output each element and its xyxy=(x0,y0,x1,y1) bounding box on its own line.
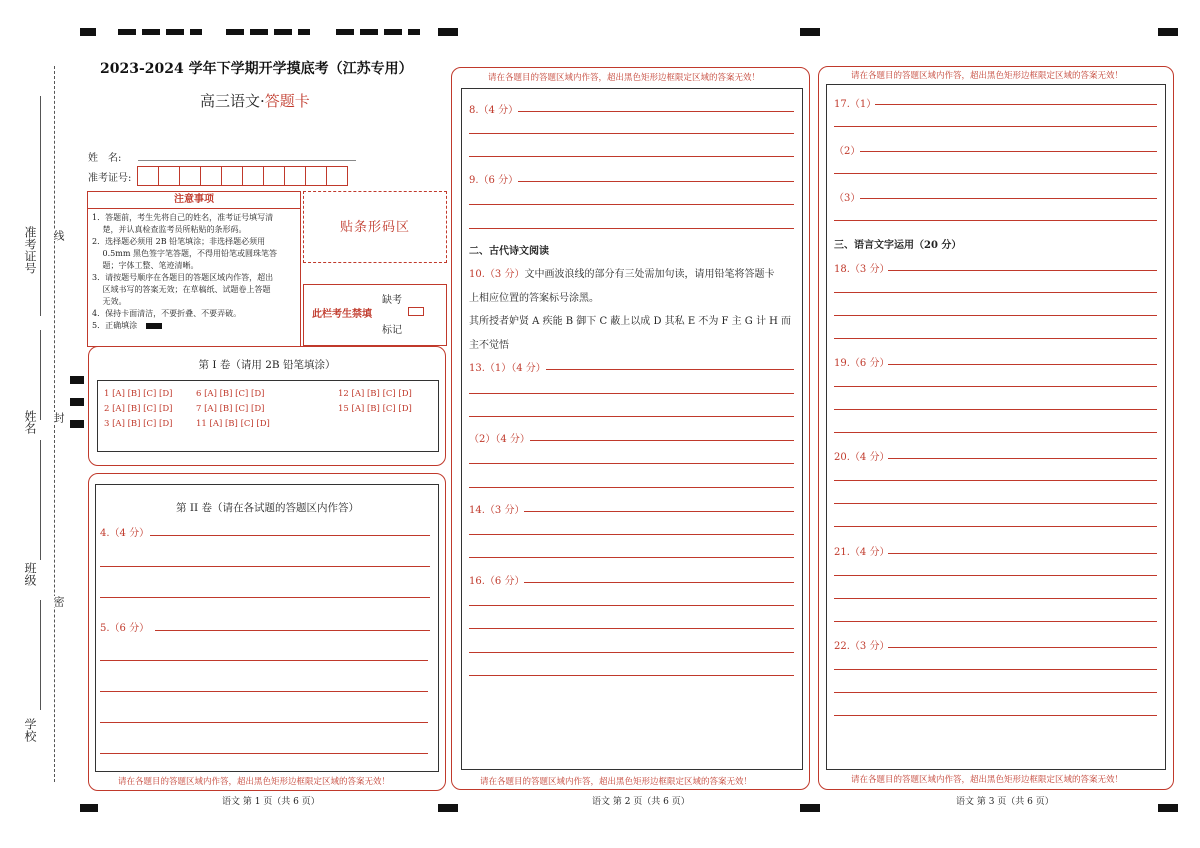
q10-line2: 上相应位置的答案标号涂黑。 xyxy=(469,293,599,304)
class-label: 班级 xyxy=(23,562,37,586)
answer-line[interactable] xyxy=(469,204,794,205)
timing-mark xyxy=(336,29,354,35)
answer-line[interactable] xyxy=(875,104,1157,105)
part2-title: 第 II 卷（请在各试题的答题区内作答） xyxy=(176,502,359,514)
forbidden-label: 此栏考生禁填 xyxy=(312,309,372,320)
answer-line[interactable] xyxy=(834,386,1157,387)
footer-page-2: 语文 第 2 页（共 6 页） xyxy=(592,797,690,807)
answer-line[interactable] xyxy=(834,220,1157,221)
binding-line xyxy=(40,96,41,316)
answer-line[interactable] xyxy=(100,597,430,598)
timing-mark xyxy=(70,398,84,406)
binding-line xyxy=(40,440,41,560)
answer-line[interactable] xyxy=(888,553,1157,554)
title-dot: · xyxy=(260,92,265,110)
q5-label: 5.（6 分） xyxy=(100,623,150,634)
choice-row[interactable]: 15 [A] [B] [C] [D] xyxy=(338,404,412,414)
seal-char-xian: 线 xyxy=(52,230,65,241)
q20-label: 20.（4 分） xyxy=(834,452,890,463)
seal-char-feng: 封 xyxy=(52,412,65,423)
choice-row[interactable]: 6 [A] [B] [C] [D] xyxy=(196,389,265,399)
choice-row[interactable]: 3 [A] [B] [C] [D] xyxy=(104,419,173,429)
notice-line: 无效。 xyxy=(92,297,127,306)
answer-line[interactable] xyxy=(469,675,794,676)
footer-page-1: 语文 第 1 页（共 6 页） xyxy=(222,797,320,807)
card-title xyxy=(200,90,310,111)
answer-line[interactable] xyxy=(155,630,430,631)
part1-box xyxy=(88,346,446,466)
notice-line: 1．答题前，考生先将自己的姓名，准考证号填写清 xyxy=(92,213,274,222)
subject-name: 高三语文 xyxy=(200,92,261,110)
answer-line[interactable] xyxy=(469,557,794,558)
timing-mark xyxy=(800,804,820,812)
q16-label: 16.（6 分） xyxy=(469,576,525,587)
answer-line[interactable] xyxy=(524,511,794,512)
exam-title: 2023-2024 学年下学期开学摸底考（江苏专用） xyxy=(100,61,413,77)
binding-line xyxy=(40,600,41,710)
answer-line[interactable] xyxy=(834,621,1157,622)
timing-mark xyxy=(274,29,292,35)
absent-label-top: 缺考 xyxy=(382,295,402,306)
seal-char-mi: 密 xyxy=(52,596,65,607)
absent-label-bottom: 标记 xyxy=(382,325,402,336)
answer-line[interactable] xyxy=(860,198,1157,199)
filled-sample xyxy=(146,323,162,329)
timing-mark xyxy=(298,29,310,35)
q4-label: 4.（4 分） xyxy=(100,528,150,539)
choice-row[interactable]: 11 [A] [B] [C] [D] xyxy=(196,419,270,429)
q22-label: 22.（3 分） xyxy=(834,641,890,652)
q17-3-label: （3） xyxy=(834,193,861,204)
timing-mark xyxy=(384,29,402,35)
choice-row[interactable]: 7 [A] [B] [C] [D] xyxy=(196,404,265,414)
notice-line: 5．正确填涂 xyxy=(92,320,296,332)
timing-mark xyxy=(800,28,820,36)
answer-line[interactable] xyxy=(469,156,794,157)
answer-line[interactable] xyxy=(834,432,1157,433)
answer-line[interactable] xyxy=(469,416,794,417)
answer-line[interactable] xyxy=(524,582,794,583)
q13-2-label: （2）（4 分） xyxy=(469,434,530,445)
timing-mark xyxy=(438,28,458,36)
q17-1-label: 17.（1） xyxy=(834,99,877,110)
answer-line[interactable] xyxy=(469,393,794,394)
name-field[interactable] xyxy=(138,160,356,161)
notice-list xyxy=(88,209,300,335)
notice-line: 4．保持卡面清洁，不要折叠、不要弄破。 xyxy=(92,309,242,318)
answer-line[interactable] xyxy=(100,722,428,723)
warning-text: 请在各题目的答题区域内作答，超出黑色矩形边框限定区域的答案无效！ xyxy=(851,71,1124,81)
q14-label: 14.（3 分） xyxy=(469,505,525,516)
card-label: 答题卡 xyxy=(264,92,310,110)
answer-line[interactable] xyxy=(469,487,794,488)
choice-row[interactable]: 12 [A] [B] [C] [D] xyxy=(338,389,412,399)
choice-grid xyxy=(97,380,439,452)
notice-title: 注意事项 xyxy=(88,192,300,209)
q17-2-label: （2） xyxy=(834,146,861,157)
timing-mark xyxy=(166,29,184,35)
answer-line[interactable] xyxy=(469,605,794,606)
timing-mark xyxy=(1158,804,1178,812)
warning-text: 请在各题目的答题区域内作答，超出黑色矩形边框限定区域的答案无效！ xyxy=(851,775,1124,785)
notice-line: 题；字体工整、笔迹清晰。 xyxy=(92,261,199,270)
answer-line[interactable] xyxy=(546,369,794,370)
q10-line1: 10.（3 分）文中画波浪线的部分有三处需加句读，请用铅笔将答题卡 xyxy=(469,269,775,280)
answer-line[interactable] xyxy=(834,715,1157,716)
barcode-area: 贴条形码区 xyxy=(303,191,447,263)
answer-line[interactable] xyxy=(100,753,428,754)
timing-mark xyxy=(70,420,84,428)
timing-mark xyxy=(80,804,98,812)
answer-line[interactable] xyxy=(469,228,794,229)
exam-id-field-label: 准考证号: xyxy=(88,173,132,184)
answer-line[interactable] xyxy=(834,292,1157,293)
timing-mark xyxy=(142,29,160,35)
choice-row[interactable]: 2 [A] [B] [C] [D] xyxy=(104,404,173,414)
notice-line: 区域书写的答案无效；在草稿纸、试题卷上答题 xyxy=(92,285,271,294)
answer-line[interactable] xyxy=(860,151,1157,152)
answer-line[interactable] xyxy=(100,566,430,567)
notice-line: 3．请按题号顺序在各题目的答题区域内作答，超出 xyxy=(92,273,274,282)
answer-line[interactable] xyxy=(150,535,430,536)
timing-mark xyxy=(1158,28,1178,36)
answer-line[interactable] xyxy=(888,270,1157,271)
part1-title: 第 I 卷（请用 2B 铅笔填涂） xyxy=(198,359,336,371)
warning-text: 请在各题目的答题区域内作答，超出黑色矩形边框限定区域的答案无效！ xyxy=(488,73,761,83)
answer-line[interactable] xyxy=(530,440,794,441)
answer-line[interactable] xyxy=(518,111,794,112)
timing-mark xyxy=(438,804,458,812)
answer-line[interactable] xyxy=(834,503,1157,504)
page2-inner-frame xyxy=(461,88,803,770)
binding-line xyxy=(40,330,41,420)
timing-mark xyxy=(190,29,202,35)
choice-row[interactable]: 1 [A] [B] [C] [D] xyxy=(104,389,173,399)
answer-line[interactable] xyxy=(834,126,1157,127)
answer-line[interactable] xyxy=(834,669,1157,670)
exam-id-boxes[interactable] xyxy=(138,166,348,186)
answer-line[interactable] xyxy=(469,652,794,653)
answer-line[interactable] xyxy=(834,409,1157,410)
q21-label: 21.（4 分） xyxy=(834,547,890,558)
answer-line[interactable] xyxy=(469,133,794,134)
answer-line[interactable] xyxy=(888,647,1157,648)
forbidden-box xyxy=(303,284,447,346)
timing-mark xyxy=(250,29,268,35)
answer-line[interactable] xyxy=(834,526,1157,527)
q10-options: 其所授者妒贤 A 疾能 B 御下 C 蔽上以成 D 其私 E 不为 F 主 G 计 H 而 xyxy=(469,316,792,327)
timing-mark xyxy=(226,29,244,35)
q18-label: 18.（3 分） xyxy=(834,264,890,275)
answer-line[interactable] xyxy=(834,480,1157,481)
name-label: 姓名 xyxy=(23,410,37,434)
notice-line: 0.5mm 黑色签字笔答题，不得用铅笔或圆珠笔答 xyxy=(92,249,277,258)
q9-label: 9.（6 分） xyxy=(469,175,519,186)
notice-line: 2．选择题必须用 2B 铅笔填涂；非选择题必须用 xyxy=(92,237,266,246)
page3-inner-frame xyxy=(826,84,1166,770)
answer-line[interactable] xyxy=(100,691,428,692)
q10-label: 10.（3 分） xyxy=(469,269,525,280)
answer-line[interactable] xyxy=(834,173,1157,174)
timing-mark xyxy=(408,29,420,35)
answer-line[interactable] xyxy=(469,534,794,535)
notice-box xyxy=(87,191,301,347)
section-3-title: 三、语言文字运用（20 分） xyxy=(834,240,962,251)
answer-line[interactable] xyxy=(100,660,428,661)
q10-options-2: 主不觉悟 xyxy=(469,340,509,351)
timing-mark xyxy=(118,29,136,35)
name-field-label: 姓 名: xyxy=(88,153,122,164)
section-2-title: 二、古代诗文阅读 xyxy=(469,246,549,257)
answer-line[interactable] xyxy=(469,628,794,629)
footer-page-3: 语文 第 3 页（共 6 页） xyxy=(956,797,1054,807)
answer-line[interactable] xyxy=(888,458,1157,459)
binding-dashed-line xyxy=(54,66,55,782)
q8-label: 8.（4 分） xyxy=(469,105,519,116)
warning-text: 请在各题目的答题区域内作答，超出黑色矩形边框限定区域的答案无效！ xyxy=(480,777,753,787)
answer-line[interactable] xyxy=(834,598,1157,599)
school-label: 学校 xyxy=(23,718,37,742)
timing-mark xyxy=(70,376,84,384)
answer-line[interactable] xyxy=(834,338,1157,339)
notice-line: 楚，并认真检查监考员所粘贴的条形码。 xyxy=(92,225,247,234)
warning-text: 请在各题目的答题区域内作答，超出黑色矩形边框限定区域的答案无效！ xyxy=(118,777,391,787)
exam-id-label: 准考证号 xyxy=(23,226,37,274)
answer-line[interactable] xyxy=(469,463,794,464)
timing-mark xyxy=(80,28,96,36)
answer-line[interactable] xyxy=(888,364,1157,365)
absent-checkbox[interactable] xyxy=(408,307,424,316)
timing-mark xyxy=(360,29,378,35)
answer-line[interactable] xyxy=(834,575,1157,576)
answer-line[interactable] xyxy=(518,181,794,182)
answer-line[interactable] xyxy=(834,315,1157,316)
answer-line[interactable] xyxy=(834,692,1157,693)
q19-label: 19.（6 分） xyxy=(834,358,890,369)
q13-1-label: 13.（1）（4 分） xyxy=(469,363,546,374)
